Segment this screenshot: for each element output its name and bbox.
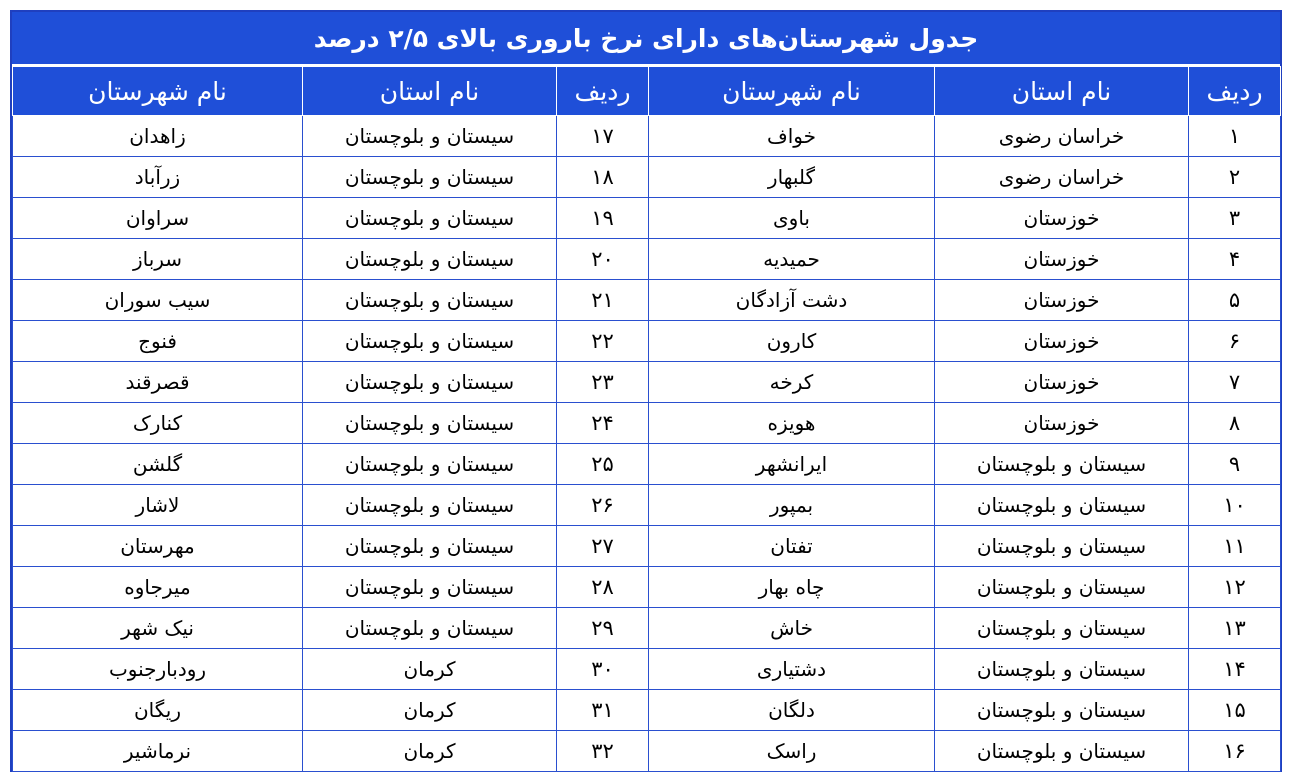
cell-ostan: سیستان و بلوچستان [935,444,1189,485]
table-body [13,116,1281,772]
cell-radif: ۱۰ [1189,485,1281,526]
cell-ostan: سیستان و بلوچستان [935,649,1189,690]
header-shahrestan: نام شهرستان [13,67,303,116]
cell-radif: ۱۷ [557,116,649,157]
cell-ostan: کرمان [303,649,557,690]
cell-ostan: کرمان [303,690,557,731]
cell-ostan: خوزستان [935,321,1189,362]
table-row [13,116,1281,157]
table-row [13,608,1281,649]
cell-shahrestan: خاش [649,608,935,649]
cell-shahrestan: گلبهار [649,157,935,198]
cell-radif: ۱۳ [1189,608,1281,649]
cell-shahrestan: نرماشیر [13,731,303,772]
header-radif: ردیف [1189,67,1281,116]
cell-radif: ۲ [1189,157,1281,198]
cell-shahrestan: میرجاوه [13,567,303,608]
cell-radif: ۲۹ [557,608,649,649]
cell-radif: ۶ [1189,321,1281,362]
header-radif: ردیف [557,67,649,116]
cell-ostan: سیستان و بلوچستان [303,526,557,567]
cell-shahrestan: تفتان [649,526,935,567]
cell-shahrestan: کنارک [13,403,303,444]
table-row [13,362,1281,403]
cell-ostan: سیستان و بلوچستان [303,239,557,280]
cell-shahrestan: ایرانشهر [649,444,935,485]
cell-ostan: سیستان و بلوچستان [303,608,557,649]
cell-shahrestan: رودبارجنوب [13,649,303,690]
cell-shahrestan: گلشن [13,444,303,485]
cell-radif: ۱۹ [557,198,649,239]
cell-ostan: سیستان و بلوچستان [303,485,557,526]
cell-radif: ۷ [1189,362,1281,403]
cell-ostan: سیستان و بلوچستان [935,567,1189,608]
cell-shahrestan: باوی [649,198,935,239]
cell-shahrestan: هویزه [649,403,935,444]
table-row [13,157,1281,198]
cell-radif: ۲۵ [557,444,649,485]
table-row [13,485,1281,526]
cell-radif: ۱۸ [557,157,649,198]
cell-shahrestan: ریگان [13,690,303,731]
cell-radif: ۲۸ [557,567,649,608]
cell-ostan: خوزستان [935,198,1189,239]
cell-radif: ۱۶ [1189,731,1281,772]
cell-radif: ۸ [1189,403,1281,444]
cell-shahrestan: زرآباد [13,157,303,198]
cell-radif: ۳۱ [557,690,649,731]
cell-shahrestan: حمیدیه [649,239,935,280]
cell-radif: ۳۲ [557,731,649,772]
cell-shahrestan: بمپور [649,485,935,526]
cell-shahrestan: سرباز [13,239,303,280]
counties-table [12,66,1281,772]
table-row [13,649,1281,690]
table-row [13,321,1281,362]
cell-shahrestan: زاهدان [13,116,303,157]
cell-ostan: خوزستان [935,239,1189,280]
cell-radif: ۲۳ [557,362,649,403]
cell-ostan: سیستان و بلوچستان [303,403,557,444]
cell-ostan: کرمان [303,731,557,772]
cell-radif: ۳۰ [557,649,649,690]
cell-ostan: سیستان و بلوچستان [935,690,1189,731]
cell-shahrestan: لاشار [13,485,303,526]
cell-shahrestan: سیب سوران [13,280,303,321]
cell-shahrestan: فنوج [13,321,303,362]
header-shahrestan: نام شهرستان [649,67,935,116]
cell-shahrestan: دشت آزادگان [649,280,935,321]
cell-radif: ۲۴ [557,403,649,444]
cell-ostan: سیستان و بلوچستان [303,321,557,362]
header-ostan: نام استان [303,67,557,116]
fertility-table-panel [10,10,1282,772]
cell-ostan: سیستان و بلوچستان [303,280,557,321]
cell-shahrestan: دشتیاری [649,649,935,690]
table-row [13,198,1281,239]
cell-ostan: خوزستان [935,403,1189,444]
cell-ostan: سیستان و بلوچستان [303,116,557,157]
cell-ostan: سیستان و بلوچستان [935,485,1189,526]
cell-radif: ۲۷ [557,526,649,567]
cell-ostan: سیستان و بلوچستان [303,444,557,485]
cell-ostan: سیستان و بلوچستان [303,362,557,403]
header-row [13,67,1281,116]
cell-ostan: خراسان رضوی [935,116,1189,157]
cell-radif: ۹ [1189,444,1281,485]
cell-radif: ۲۰ [557,239,649,280]
cell-ostan: سیستان و بلوچستان [303,567,557,608]
cell-ostan: خوزستان [935,362,1189,403]
cell-radif: ۲۶ [557,485,649,526]
cell-radif: ۳ [1189,198,1281,239]
cell-shahrestan: قصرقند [13,362,303,403]
cell-radif: ۱۱ [1189,526,1281,567]
table-row [13,567,1281,608]
cell-ostan: سیستان و بلوچستان [303,198,557,239]
cell-shahrestan: دلگان [649,690,935,731]
cell-shahrestan: سراوان [13,198,303,239]
cell-ostan: خوزستان [935,280,1189,321]
cell-ostan: سیستان و بلوچستان [935,731,1189,772]
table-row [13,239,1281,280]
cell-radif: ۲۱ [557,280,649,321]
cell-shahrestan: کرخه [649,362,935,403]
table-row [13,731,1281,772]
table-title: جدول شهرستان‌های دارای نرخ باروری بالای ۲/۵ درصد [12,12,1280,66]
cell-ostan: خراسان رضوی [935,157,1189,198]
cell-shahrestan: خواف [649,116,935,157]
cell-radif: ۵ [1189,280,1281,321]
cell-radif: ۱۵ [1189,690,1281,731]
cell-radif: ۱۴ [1189,649,1281,690]
cell-ostan: سیستان و بلوچستان [935,526,1189,567]
cell-shahrestan: نیک شهر [13,608,303,649]
cell-shahrestan: چاه بهار [649,567,935,608]
cell-shahrestan: راسک [649,731,935,772]
cell-radif: ۱ [1189,116,1281,157]
cell-ostan: سیستان و بلوچستان [935,608,1189,649]
table-row [13,444,1281,485]
header-ostan: نام استان [935,67,1189,116]
cell-radif: ۴ [1189,239,1281,280]
table-row [13,526,1281,567]
table-row [13,403,1281,444]
cell-radif: ۱۲ [1189,567,1281,608]
table-row [13,690,1281,731]
cell-shahrestan: مهرستان [13,526,303,567]
cell-radif: ۲۲ [557,321,649,362]
table-row [13,280,1281,321]
cell-ostan: سیستان و بلوچستان [303,157,557,198]
cell-shahrestan: کارون [649,321,935,362]
